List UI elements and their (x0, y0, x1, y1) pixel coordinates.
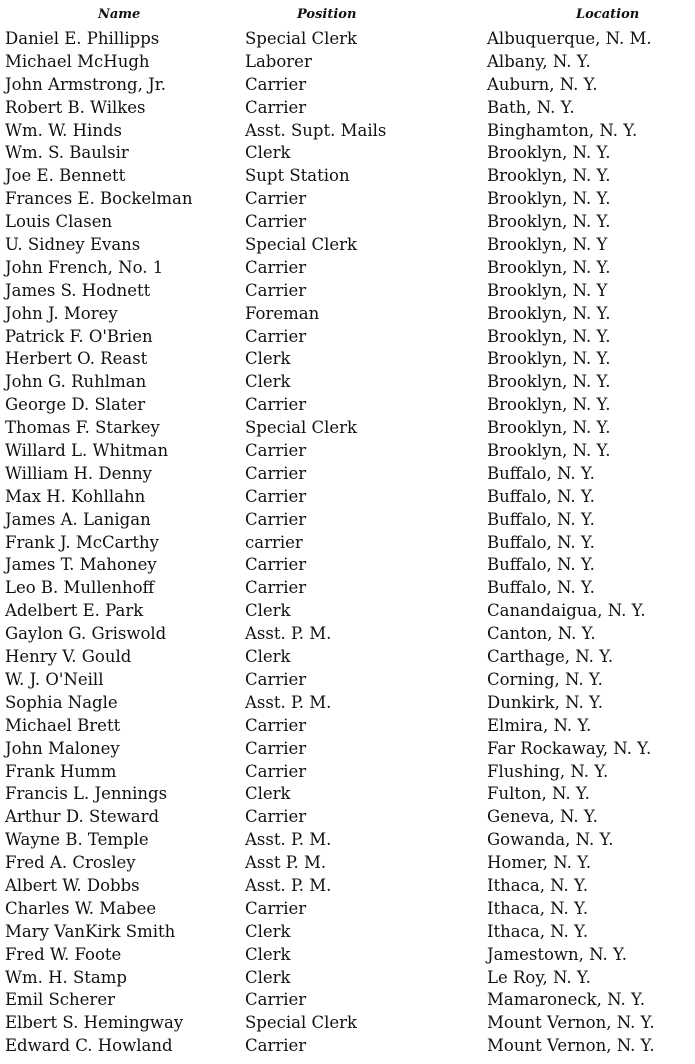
location-cell: Gowanda, N. Y. (487, 830, 614, 850)
name-cell: Sophia Nagle (5, 692, 118, 712)
location-cell: Mount Vernon, N. Y. (487, 1013, 655, 1033)
table-row (0, 989, 695, 1012)
position-cell: Clerk (245, 784, 291, 804)
position-cell: Carrier (245, 280, 307, 300)
position-cell: Clerk (245, 967, 291, 987)
name-cell: James A. Lanigan (5, 509, 151, 529)
name-cell: Charles W. Mabee (5, 898, 157, 918)
table-row (0, 120, 695, 143)
position-cell: Carrier (245, 761, 307, 781)
name-cell: Frances E. Bockelman (5, 189, 193, 209)
position-cell: Special Clerk (245, 1013, 358, 1033)
table-row (0, 875, 695, 898)
location-cell: Brooklyn, N. Y. (487, 189, 611, 209)
location-cell: Buffalo, N. Y. (487, 486, 595, 506)
name-cell: Elbert S. Hemingway (5, 1013, 184, 1033)
location-cell: Corning, N. Y. (487, 669, 603, 689)
table-row (0, 486, 695, 509)
name-cell: Frank Humm (5, 761, 117, 781)
location-cell: Dunkirk, N. Y. (487, 692, 604, 712)
table-row (0, 142, 695, 165)
table-row (0, 967, 695, 990)
location-cell: Canton, N. Y. (487, 624, 596, 644)
name-cell: Fred A. Crosley (5, 853, 136, 873)
location-cell: Buffalo, N. Y. (487, 532, 595, 552)
position-cell: Clerk (245, 944, 291, 964)
name-cell: Henry V. Gould (5, 647, 132, 667)
name-cell: W. J. O'Neill (5, 669, 104, 689)
position-cell: Foreman (245, 303, 320, 323)
position-cell: Clerk (245, 143, 291, 163)
location-cell: Ithaca, N. Y. (487, 898, 589, 918)
column-header-position: Position (297, 7, 357, 22)
name-cell: Edward C. Howland (5, 1036, 173, 1056)
location-cell: Fulton, N. Y. (487, 784, 590, 804)
location-cell: Brooklyn, N. Y. (487, 441, 611, 461)
location-cell: Mamaroneck, N. Y. (487, 990, 646, 1010)
location-cell: Brooklyn, N. Y. (487, 303, 611, 323)
table-row (0, 348, 695, 371)
position-cell: Asst. P. M. (245, 692, 332, 712)
table-row (0, 829, 695, 852)
location-cell: Far Rockaway, N. Y. (487, 738, 652, 758)
position-cell: Special Clerk (245, 235, 358, 255)
location-cell: Brooklyn, N. Y. (487, 166, 611, 186)
table-row (0, 600, 695, 623)
location-cell: Ithaca, N. Y. (487, 921, 589, 941)
table-row (0, 1012, 695, 1035)
table-row (0, 898, 695, 921)
name-cell: Daniel E. Phillipps (5, 29, 160, 48)
table-row (0, 692, 695, 715)
name-cell: Robert B. Wilkes (5, 97, 146, 117)
table-row (0, 944, 695, 967)
position-cell: Asst. P. M. (245, 875, 332, 895)
table-row (0, 509, 695, 532)
location-cell: Le Roy, N. Y. (487, 967, 591, 987)
table-row (0, 852, 695, 875)
table-row (0, 783, 695, 806)
location-cell: Albany, N. Y. (487, 51, 591, 71)
position-cell: Carrier (245, 669, 307, 689)
name-cell: U. Sidney Evans (5, 235, 141, 255)
name-cell: Thomas F. Starkey (5, 418, 160, 438)
table-row (0, 669, 695, 692)
position-cell: Carrier (245, 555, 307, 575)
name-cell: Emil Scherer (5, 990, 115, 1010)
location-cell: Auburn, N. Y. (487, 74, 598, 94)
name-cell: Wayne B. Temple (5, 830, 149, 850)
location-cell: Brooklyn, N. Y (487, 280, 608, 300)
name-cell: Wm. W. Hinds (5, 120, 122, 140)
table-row (0, 234, 695, 257)
table-row (0, 303, 695, 326)
table-row (0, 74, 695, 97)
name-cell: Leo B. Mullenhoff (5, 578, 155, 598)
location-cell: Brooklyn, N. Y (487, 235, 608, 255)
employee-list (0, 28, 695, 1058)
location-cell: Brooklyn, N. Y. (487, 395, 611, 415)
location-cell: Mount Vernon, N. Y. (487, 1036, 655, 1056)
name-cell: Gaylon G. Griswold (5, 624, 167, 644)
location-cell: Flushing, N. Y. (487, 761, 609, 781)
position-cell: Asst. Supt. Mails (245, 120, 387, 140)
location-cell: Homer, N. Y. (487, 853, 592, 873)
column-header-name: Name (98, 7, 141, 22)
table-row (0, 394, 695, 417)
table-row (0, 326, 695, 349)
position-cell: carrier (245, 532, 303, 552)
location-cell: Buffalo, N. Y. (487, 555, 595, 575)
position-cell: Carrier (245, 807, 307, 827)
name-cell: Adelbert E. Park (5, 601, 144, 621)
name-cell: Michael Brett (5, 715, 121, 735)
name-cell: Wm. S. Baulsir (5, 143, 129, 163)
table-row (0, 97, 695, 120)
position-cell: Asst. P. M. (245, 624, 332, 644)
location-cell: Binghamton, N. Y. (487, 120, 638, 140)
location-cell: Buffalo, N. Y. (487, 509, 595, 529)
table-row (0, 188, 695, 211)
position-cell: Carrier (245, 257, 307, 277)
name-cell: Michael McHugh (5, 51, 150, 71)
table-row (0, 165, 695, 188)
name-cell: John G. Ruhlman (5, 372, 147, 392)
name-cell: John Maloney (5, 738, 120, 758)
position-cell: Carrier (245, 441, 307, 461)
position-cell: Clerk (245, 647, 291, 667)
name-cell: Albert W. Dobbs (5, 875, 140, 895)
position-cell: Carrier (245, 578, 307, 598)
location-cell: Brooklyn, N. Y. (487, 143, 611, 163)
name-cell: Max H. Kohllahn (5, 486, 146, 506)
name-cell: Herbert O. Reast (5, 349, 148, 369)
position-cell: Carrier (245, 1036, 307, 1056)
table-row (0, 463, 695, 486)
position-cell: Carrier (245, 738, 307, 758)
name-cell: Joe E. Bennett (5, 166, 126, 186)
table-row (0, 806, 695, 829)
table-row (0, 211, 695, 234)
location-cell: Geneva, N. Y. (487, 807, 598, 827)
name-cell: John J. Morey (5, 303, 118, 323)
location-cell: Brooklyn, N. Y. (487, 212, 611, 232)
table-row (0, 257, 695, 280)
table-row (0, 738, 695, 761)
position-cell: Carrier (245, 395, 307, 415)
position-cell: Carrier (245, 898, 307, 918)
name-cell: John French, No. 1 (5, 257, 164, 277)
table-row (0, 646, 695, 669)
name-cell: Willard L. Whitman (5, 441, 169, 461)
table-row (0, 761, 695, 784)
table-row (0, 554, 695, 577)
position-cell: Asst. P. M. (245, 830, 332, 850)
location-cell: Buffalo, N. Y. (487, 463, 595, 483)
location-cell: Brooklyn, N. Y. (487, 257, 611, 277)
location-cell: Buffalo, N. Y. (487, 578, 595, 598)
location-cell: Jamestown, N. Y. (487, 944, 628, 964)
table-row (0, 1035, 695, 1058)
position-cell: Asst P. M. (245, 853, 327, 873)
name-cell: Fred W. Foote (5, 944, 122, 964)
position-cell: Carrier (245, 189, 307, 209)
table-row (0, 280, 695, 303)
location-cell: Brooklyn, N. Y. (487, 349, 611, 369)
table-row (0, 921, 695, 944)
position-cell: Carrier (245, 990, 307, 1010)
name-cell: Francis L. Jennings (5, 784, 168, 804)
name-cell: William H. Denny (5, 463, 152, 483)
name-cell: Louis Clasen (5, 212, 113, 232)
table-row (0, 623, 695, 646)
position-cell: Clerk (245, 372, 291, 392)
location-cell: Bath, N. Y. (487, 97, 575, 117)
position-cell: Carrier (245, 326, 307, 346)
position-cell: Special Clerk (245, 418, 358, 438)
position-cell: Carrier (245, 212, 307, 232)
name-cell: Mary VanKirk Smith (5, 921, 176, 941)
name-cell: James S. Hodnett (5, 280, 151, 300)
position-cell: Carrier (245, 509, 307, 529)
location-cell: Brooklyn, N. Y. (487, 418, 611, 438)
name-cell: George D. Slater (5, 395, 146, 415)
column-header-location: Location (576, 7, 640, 22)
location-cell: Albuquerque, N. M. (487, 29, 652, 48)
position-cell: Clerk (245, 921, 291, 941)
location-cell: Canandaigua, N. Y. (487, 601, 646, 621)
location-cell: Ithaca, N. Y. (487, 875, 589, 895)
table-row (0, 371, 695, 394)
position-cell: Supt Station (245, 166, 350, 186)
position-cell: Carrier (245, 463, 307, 483)
location-cell: Brooklyn, N. Y. (487, 372, 611, 392)
name-cell: Frank J. McCarthy (5, 532, 159, 552)
name-cell: Arthur D. Steward (5, 807, 160, 827)
table-row (0, 577, 695, 600)
position-cell: Carrier (245, 715, 307, 735)
table-row (0, 440, 695, 463)
location-cell: Elmira, N. Y. (487, 715, 592, 735)
name-cell: Wm. H. Stamp (5, 967, 127, 987)
position-cell: Special Clerk (245, 29, 358, 48)
position-cell: Carrier (245, 97, 307, 117)
position-cell: Laborer (245, 51, 312, 71)
table-row (0, 532, 695, 555)
position-cell: Carrier (245, 74, 307, 94)
position-cell: Carrier (245, 486, 307, 506)
table-row (0, 715, 695, 738)
name-cell: James T. Mahoney (5, 555, 157, 575)
location-cell: Carthage, N. Y. (487, 647, 614, 667)
table-row (0, 28, 695, 51)
position-cell: Clerk (245, 349, 291, 369)
table-row (0, 51, 695, 74)
table-row (0, 417, 695, 440)
position-cell: Clerk (245, 601, 291, 621)
name-cell: Patrick F. O'Brien (5, 326, 153, 346)
location-cell: Brooklyn, N. Y. (487, 326, 611, 346)
name-cell: John Armstrong, Jr. (5, 74, 167, 94)
